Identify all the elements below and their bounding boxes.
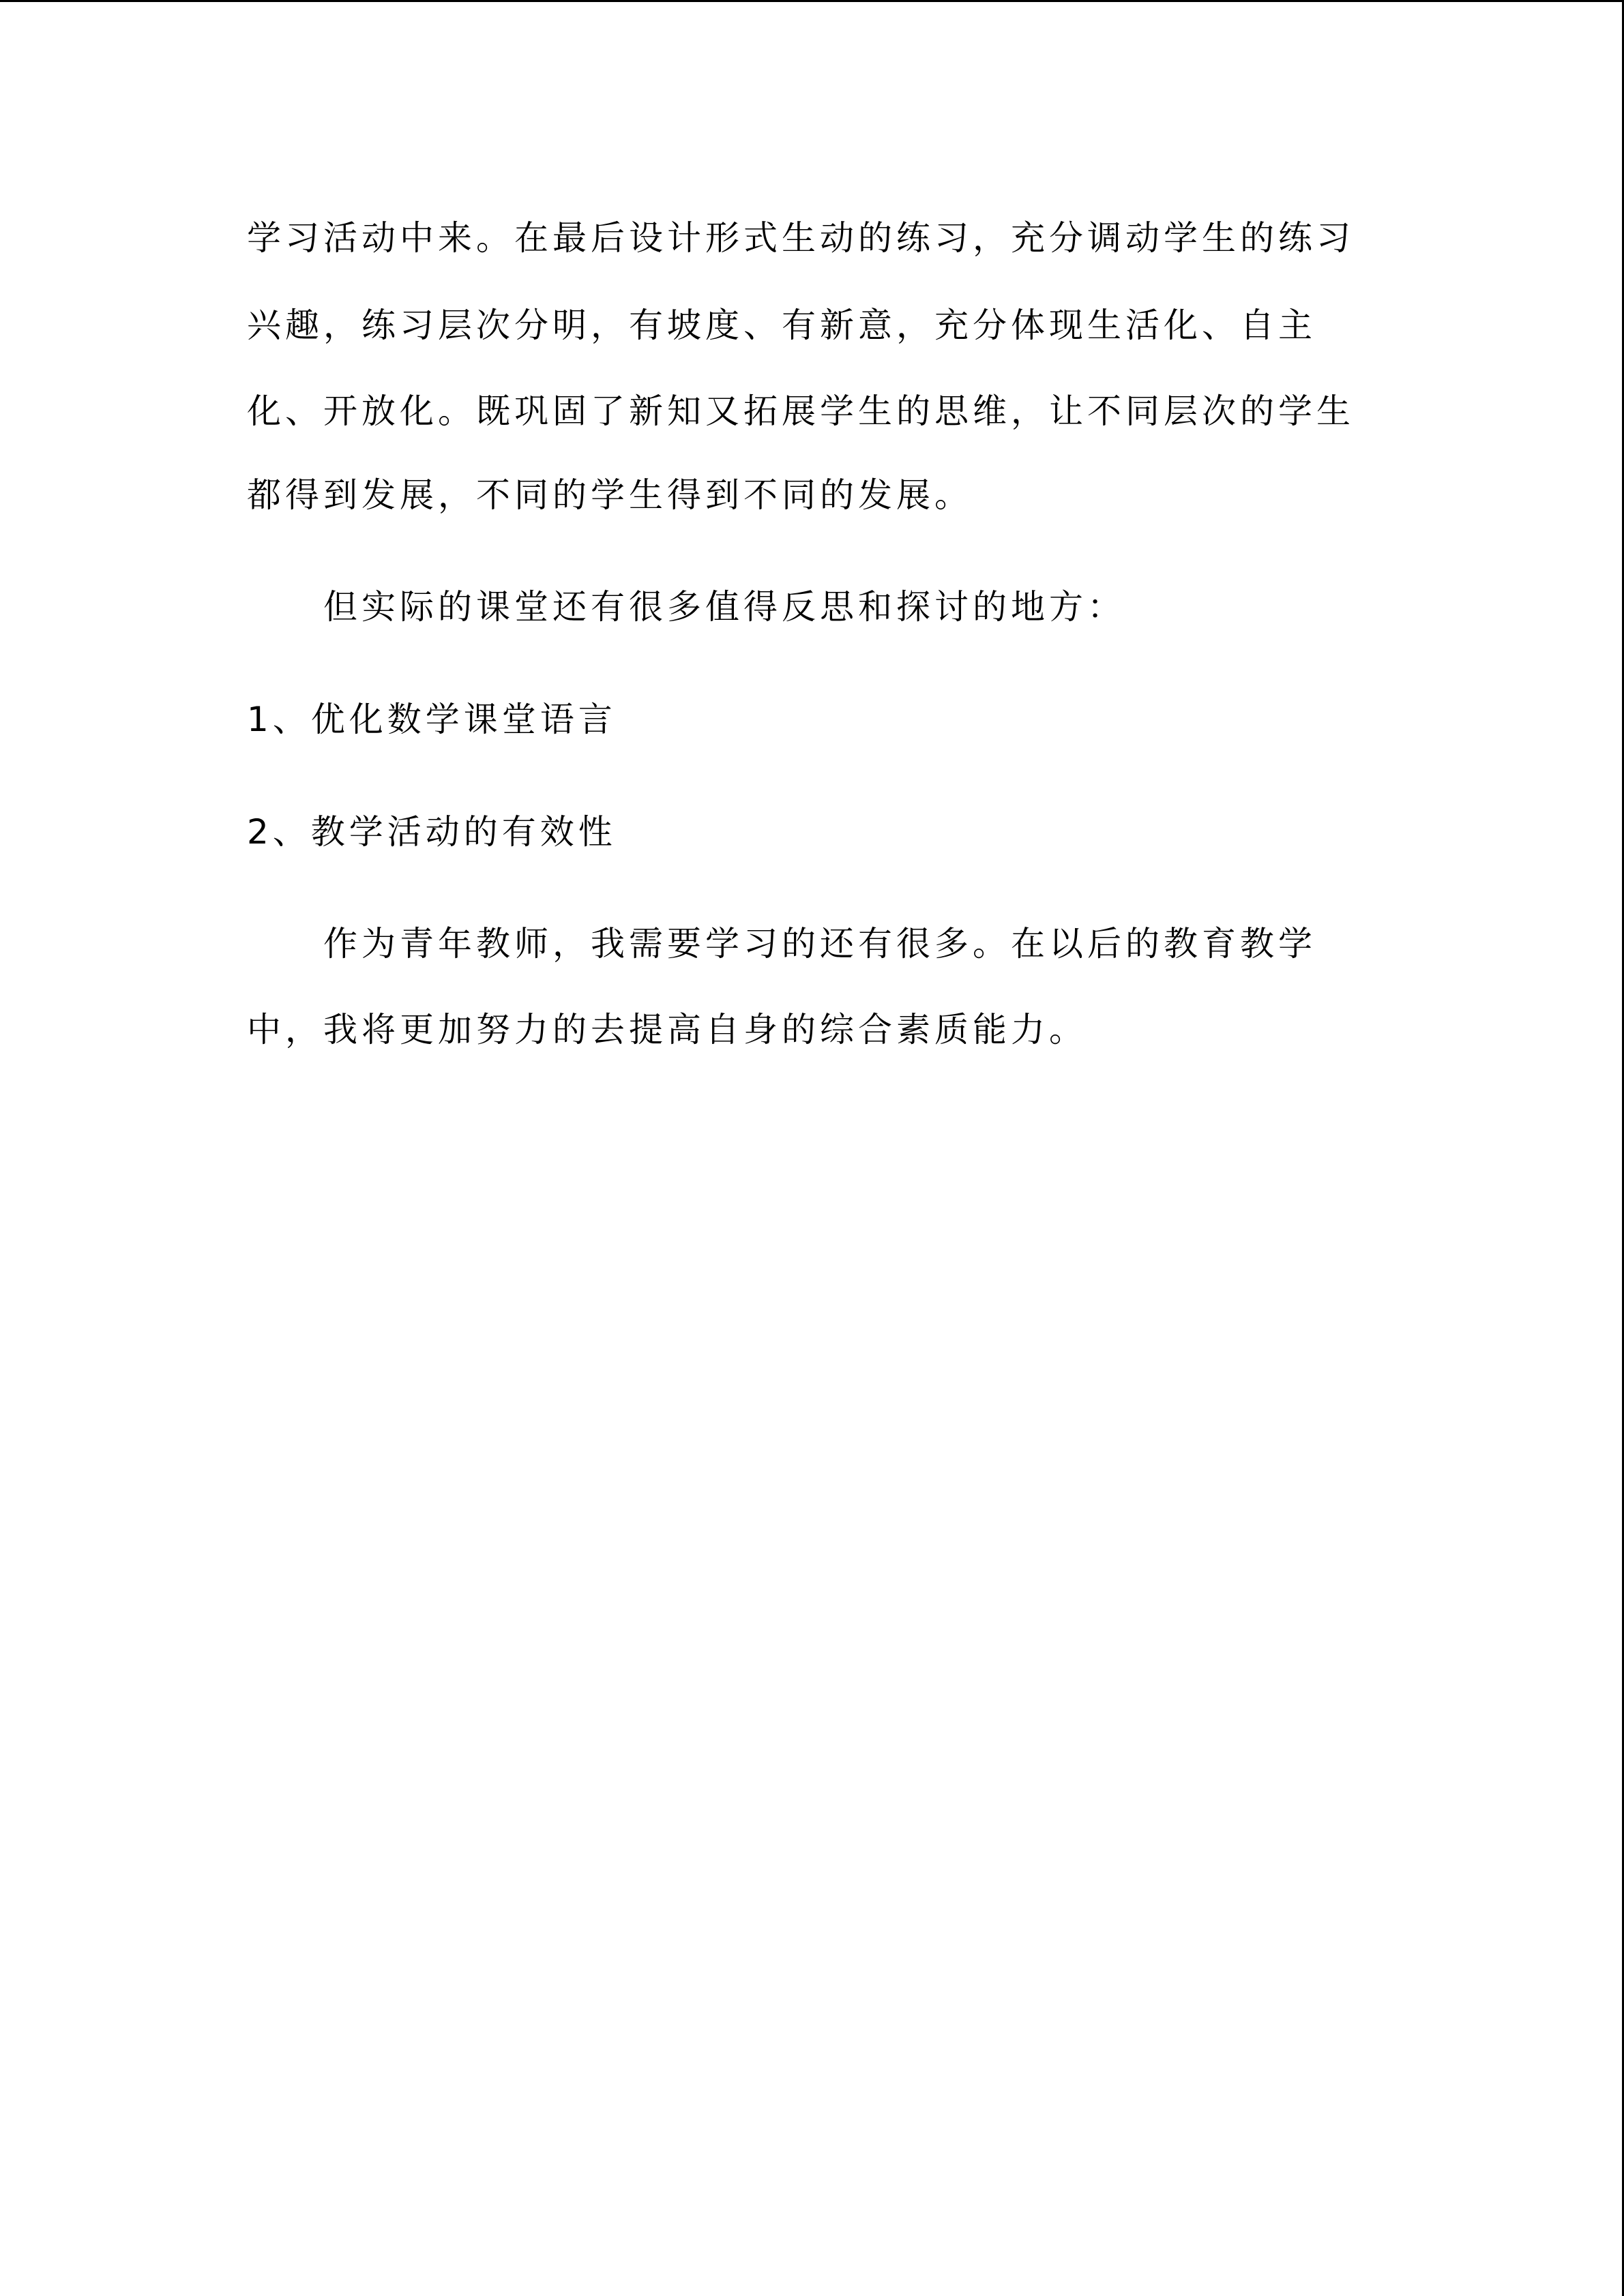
reflection-intro-paragraph: 但实际的课堂还有很多值得反思和探讨的地方： [323,587,1125,627]
page-border-top [0,0,1624,2]
paragraph-line: 都得到发展，不同的学生得到不同的发展。 [247,475,973,515]
list-item: 1、优化数学课堂语言 [247,700,617,739]
paragraph-line: 化、开放化。既巩固了新知又拓展学生的思维，让不同层次的学生 [247,391,1355,431]
paragraph-line: 作为青年教师，我需要学习的还有很多。在以后的教育教学 [323,924,1316,964]
list-item: 2、教学活动的有效性 [247,812,617,852]
paragraph-line: 中，我将更加努力的去提高自身的综合素质能力。 [247,1010,1087,1049]
paragraph-line: 兴趣，练习层次分明，有坡度、有新意，充分体现生活化、自主 [247,305,1316,345]
paragraph-line: 学习活动中来。在最后设计形式生动的练习，充分调动学生的练习 [247,218,1355,258]
